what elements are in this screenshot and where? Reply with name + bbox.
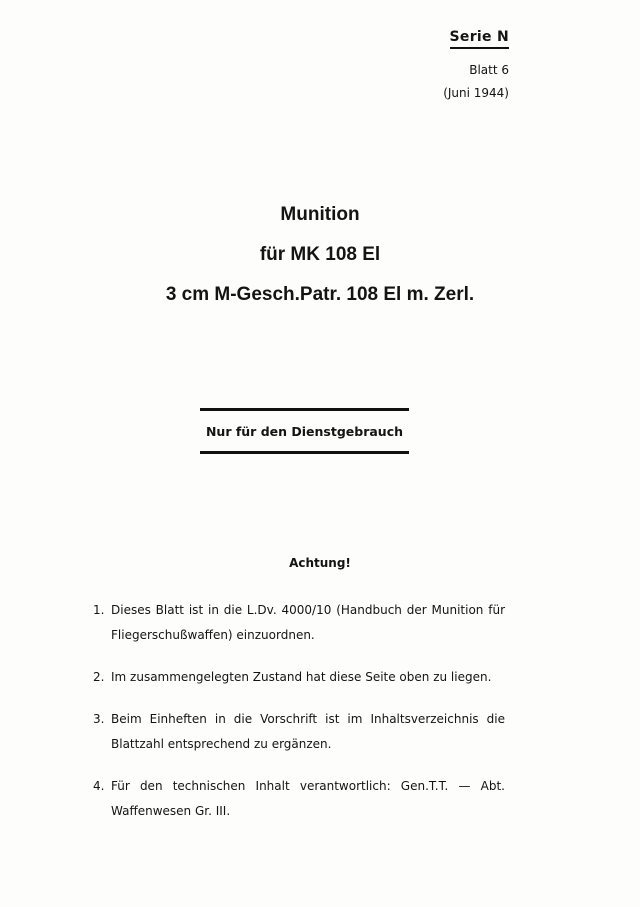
classification-label: Nur für den Dienstgebrauch <box>205 424 404 439</box>
classification-top-rule <box>200 408 409 411</box>
instruction-item <box>93 598 505 648</box>
instruction-list <box>93 598 505 841</box>
instruction-number: 1. <box>93 603 105 617</box>
warning-heading: Achtung! <box>289 556 351 570</box>
instruction-number: 4. <box>93 779 105 793</box>
instruction-item <box>93 774 505 824</box>
issue-date: (Juni 1944) <box>443 86 509 100</box>
document-header <box>443 26 509 100</box>
series-label: Serie N <box>450 29 509 49</box>
instruction-item <box>93 665 505 690</box>
instruction-number: 3. <box>93 712 105 726</box>
instruction-text: Dieses Blatt ist in die L.Dv. 4000/10 (Handbuch der Munition für Fliegerschußwaffen) einzuordnen. <box>111 603 505 642</box>
document-title-line-3: 3 cm M-Gesch.Patr. 108 El m. Zerl. <box>165 284 475 305</box>
sheet-number: Blatt 6 <box>469 63 509 77</box>
instruction-text: Beim Einheften in die Vorschrift ist im Inhaltsverzeichnis die Blattzahl entsprechend zu ergänzen. <box>111 712 505 751</box>
classification-bottom-rule <box>200 451 409 454</box>
instruction-item <box>93 707 505 757</box>
instruction-number: 2. <box>93 670 105 684</box>
document-title-line-1: Munition <box>280 204 360 225</box>
instruction-text: Im zusammengelegten Zustand hat diese Seite oben zu liegen. <box>111 670 492 684</box>
instruction-text: Für den technischen Inhalt verantwortlich: Gen.T.T. — Abt. Waffenwesen Gr. III. <box>111 779 505 818</box>
classification-box <box>200 408 409 454</box>
document-title-line-2: für MK 108 El <box>259 244 381 265</box>
